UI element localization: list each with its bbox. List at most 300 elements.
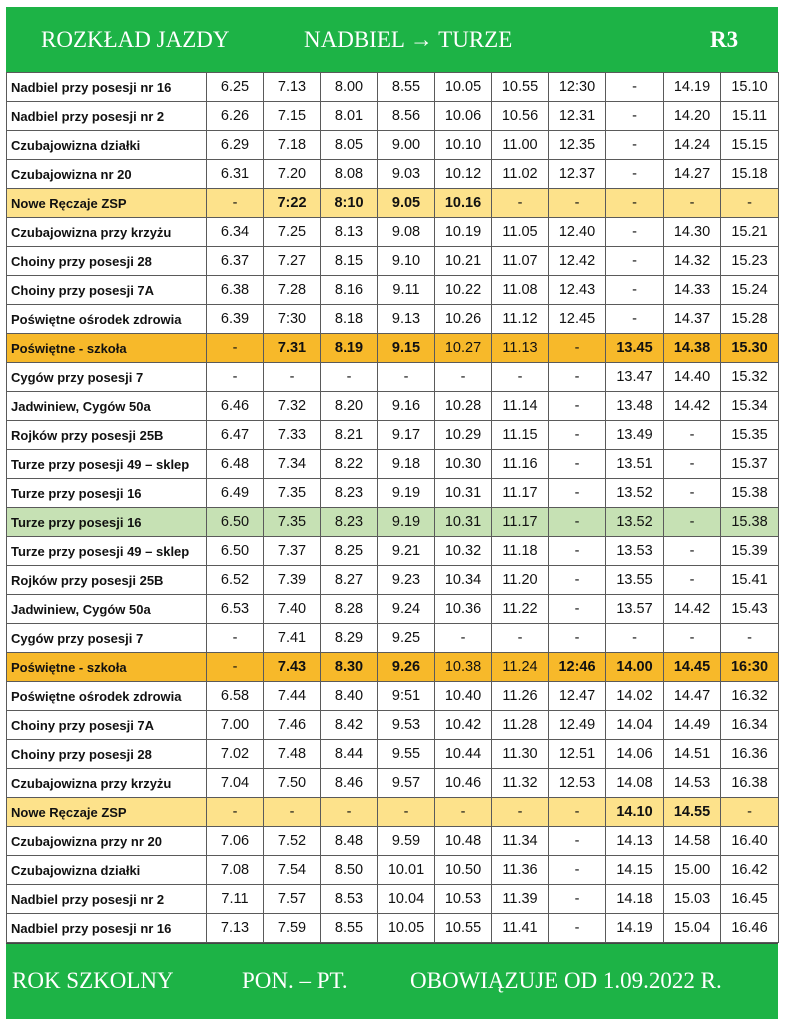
departure-time: 8.18: [321, 305, 378, 334]
stop-name: Choiny przy posesji 7A: [7, 276, 207, 305]
timetable-row: [7, 218, 779, 247]
departure-time: 12.37: [549, 160, 606, 189]
departure-time: 8.28: [321, 595, 378, 624]
departure-time: 11.34: [492, 827, 549, 856]
departure-time: -: [492, 363, 549, 392]
stop-name: Turze przy posesji 16: [7, 508, 207, 537]
departure-time: 9.17: [378, 421, 435, 450]
stop-name: Czubajowizna nr 20: [7, 160, 207, 189]
departure-time: 8:10: [321, 189, 378, 218]
header-banner: [6, 7, 778, 72]
departure-time: 6.39: [207, 305, 264, 334]
departure-time: 12.35: [549, 131, 606, 160]
departure-time: -: [207, 624, 264, 653]
departure-time: 10.44: [435, 740, 492, 769]
departure-time: 10.48: [435, 827, 492, 856]
departure-time: 15.00: [664, 856, 721, 885]
departure-time: 10.56: [492, 102, 549, 131]
departure-time: 11.26: [492, 682, 549, 711]
departure-time: 14.30: [664, 218, 721, 247]
departure-time: -: [721, 189, 779, 218]
departure-time: 14.47: [664, 682, 721, 711]
departure-time: 14.19: [664, 73, 721, 102]
timetable-row: [7, 856, 779, 885]
departure-time: 9.19: [378, 508, 435, 537]
departure-time: 14.00: [606, 653, 664, 682]
departure-time: -: [435, 798, 492, 827]
stop-name: Cygów przy posesji 7: [7, 624, 207, 653]
departure-time: 10.28: [435, 392, 492, 421]
departure-time: 14.42: [664, 392, 721, 421]
stop-name: Rojków przy posesji 25B: [7, 421, 207, 450]
departure-time: 7.06: [207, 827, 264, 856]
departure-time: -: [606, 160, 664, 189]
departure-time: 8.21: [321, 421, 378, 450]
departure-time: 15.11: [721, 102, 779, 131]
departure-time: -: [435, 624, 492, 653]
timetable-row: [7, 131, 779, 160]
departure-time: 10.32: [435, 537, 492, 566]
departure-time: 7.28: [264, 276, 321, 305]
departure-time: 8.55: [378, 73, 435, 102]
departure-time: 9.19: [378, 479, 435, 508]
departure-time: 9.59: [378, 827, 435, 856]
departure-time: -: [606, 305, 664, 334]
departure-time: -: [664, 624, 721, 653]
departure-time: -: [378, 798, 435, 827]
departure-time: 7.20: [264, 160, 321, 189]
departure-time: 10.53: [435, 885, 492, 914]
departure-time: 15.35: [721, 421, 779, 450]
departure-time: 11.02: [492, 160, 549, 189]
departure-time: 11.16: [492, 450, 549, 479]
stop-name: Nowe Ręczaje ZSP: [7, 189, 207, 218]
departure-time: 12.31: [549, 102, 606, 131]
departure-time: 6.25: [207, 73, 264, 102]
departure-time: 8.30: [321, 653, 378, 682]
departure-time: 8.16: [321, 276, 378, 305]
departure-time: 6.48: [207, 450, 264, 479]
timetable-row: [7, 363, 779, 392]
departure-time: 12.43: [549, 276, 606, 305]
departure-time: 16.36: [721, 740, 779, 769]
departure-time: 11.22: [492, 595, 549, 624]
departure-time: 6.53: [207, 595, 264, 624]
departure-time: -: [549, 798, 606, 827]
departure-time: 7.35: [264, 508, 321, 537]
departure-time: -: [207, 363, 264, 392]
departure-time: -: [549, 885, 606, 914]
departure-time: 8.22: [321, 450, 378, 479]
departure-time: -: [606, 276, 664, 305]
departure-time: 13.52: [606, 479, 664, 508]
departure-time: -: [549, 421, 606, 450]
departure-time: 8.27: [321, 566, 378, 595]
departure-time: 7.18: [264, 131, 321, 160]
timetable-row: [7, 885, 779, 914]
departure-time: 14.20: [664, 102, 721, 131]
departure-time: 7.08: [207, 856, 264, 885]
departure-time: -: [664, 508, 721, 537]
departure-time: 9.21: [378, 537, 435, 566]
timetable-row: [7, 102, 779, 131]
departure-time: 8.23: [321, 479, 378, 508]
stop-name: Jadwiniew, Cygów 50a: [7, 595, 207, 624]
departure-time: 13.52: [606, 508, 664, 537]
departure-time: 9.03: [378, 160, 435, 189]
departure-time: 9.05: [378, 189, 435, 218]
timetable-row: [7, 450, 779, 479]
departure-time: 15.10: [721, 73, 779, 102]
timetable-row: [7, 479, 779, 508]
departure-time: 14.42: [664, 595, 721, 624]
departure-time: 6.47: [207, 421, 264, 450]
departure-time: 7.27: [264, 247, 321, 276]
departure-time: 6.29: [207, 131, 264, 160]
departure-time: 14.18: [606, 885, 664, 914]
departure-time: 11.15: [492, 421, 549, 450]
departure-time: 11.17: [492, 479, 549, 508]
departure-time: 10.19: [435, 218, 492, 247]
stop-name: Nowe Ręczaje ZSP: [7, 798, 207, 827]
timetable-row: [7, 566, 779, 595]
departure-time: -: [606, 102, 664, 131]
departure-time: 7.39: [264, 566, 321, 595]
stop-name: Nadbiel przy posesji nr 16: [7, 914, 207, 943]
departure-time: 8.13: [321, 218, 378, 247]
departure-time: -: [207, 189, 264, 218]
departure-time: -: [549, 508, 606, 537]
departure-time: 10.01: [378, 856, 435, 885]
departure-time: 6.34: [207, 218, 264, 247]
departure-time: 11.07: [492, 247, 549, 276]
departure-time: 8.44: [321, 740, 378, 769]
departure-time: -: [664, 537, 721, 566]
departure-time: 15.24: [721, 276, 779, 305]
departure-time: 8.53: [321, 885, 378, 914]
departure-time: 10.04: [378, 885, 435, 914]
timetable-body: [7, 73, 779, 943]
departure-time: 16.42: [721, 856, 779, 885]
departure-time: 13.57: [606, 595, 664, 624]
departure-time: 9.15: [378, 334, 435, 363]
departure-time: 15.28: [721, 305, 779, 334]
departure-time: 13.55: [606, 566, 664, 595]
stop-name: Turze przy posesji 16: [7, 479, 207, 508]
departure-time: 14.33: [664, 276, 721, 305]
departure-time: 14.04: [606, 711, 664, 740]
timetable-page: [6, 7, 778, 1016]
departure-time: 15.03: [664, 885, 721, 914]
departure-time: 7.35: [264, 479, 321, 508]
footer-school-year: ROK SZKOLNY: [12, 968, 174, 993]
departure-time: -: [207, 798, 264, 827]
departure-time: 10.10: [435, 131, 492, 160]
timetable-row: [7, 508, 779, 537]
departure-time: 16.32: [721, 682, 779, 711]
departure-time: 10.34: [435, 566, 492, 595]
departure-time: -: [606, 189, 664, 218]
departure-time: 10.21: [435, 247, 492, 276]
departure-time: 15.23: [721, 247, 779, 276]
departure-time: 10.36: [435, 595, 492, 624]
stop-name: Turze przy posesji 49 – sklep: [7, 537, 207, 566]
departure-time: 11.39: [492, 885, 549, 914]
departure-time: -: [549, 856, 606, 885]
departure-time: -: [549, 624, 606, 653]
departure-time: 7.34: [264, 450, 321, 479]
departure-time: -: [207, 653, 264, 682]
departure-time: 7.57: [264, 885, 321, 914]
stop-name: Czubajowizna przy krzyżu: [7, 218, 207, 247]
departure-time: 8.25: [321, 537, 378, 566]
departure-time: 14.08: [606, 769, 664, 798]
departure-time: 8.40: [321, 682, 378, 711]
departure-time: 15.30: [721, 334, 779, 363]
stop-name: Jadwiniew, Cygów 50a: [7, 392, 207, 421]
departure-time: -: [606, 624, 664, 653]
departure-time: -: [664, 450, 721, 479]
departure-time: 8.56: [378, 102, 435, 131]
departure-time: -: [606, 131, 664, 160]
departure-time: 9.23: [378, 566, 435, 595]
timetable-row: [7, 798, 779, 827]
departure-time: 9.55: [378, 740, 435, 769]
timetable: [6, 72, 779, 943]
departure-time: 15.38: [721, 508, 779, 537]
departure-time: -: [549, 595, 606, 624]
departure-time: 8.55: [321, 914, 378, 943]
departure-time: 15.39: [721, 537, 779, 566]
departure-time: 11.08: [492, 276, 549, 305]
stop-name: Czubajowizna przy nr 20: [7, 827, 207, 856]
departure-time: 15.38: [721, 479, 779, 508]
timetable-row: [7, 653, 779, 682]
departure-time: -: [721, 798, 779, 827]
stop-name: Nadbiel przy posesji nr 2: [7, 885, 207, 914]
departure-time: 10.22: [435, 276, 492, 305]
stop-name: Poświętne ośrodek zdrowia: [7, 305, 207, 334]
departure-time: 15.18: [721, 160, 779, 189]
departure-time: 6.50: [207, 508, 264, 537]
departure-time: 10.46: [435, 769, 492, 798]
departure-time: 14.13: [606, 827, 664, 856]
departure-time: 16:30: [721, 653, 779, 682]
footer-banner: [6, 943, 778, 1019]
departure-time: 12.51: [549, 740, 606, 769]
departure-time: 7.04: [207, 769, 264, 798]
timetable-row: [7, 160, 779, 189]
departure-time: 14.32: [664, 247, 721, 276]
departure-time: 7.48: [264, 740, 321, 769]
departure-time: 14.02: [606, 682, 664, 711]
stop-name: Poświętne - szkoła: [7, 653, 207, 682]
departure-time: 10.29: [435, 421, 492, 450]
timetable-row: [7, 537, 779, 566]
departure-time: 11.30: [492, 740, 549, 769]
departure-time: 7.11: [207, 885, 264, 914]
departure-time: 6.26: [207, 102, 264, 131]
departure-time: 15.37: [721, 450, 779, 479]
departure-time: 14.58: [664, 827, 721, 856]
departure-time: 7.25: [264, 218, 321, 247]
departure-time: 7.13: [264, 73, 321, 102]
departure-time: 9.08: [378, 218, 435, 247]
timetable-row: [7, 392, 779, 421]
departure-time: 16.45: [721, 885, 779, 914]
departure-time: 10.42: [435, 711, 492, 740]
departure-time: 12.40: [549, 218, 606, 247]
departure-time: 14.06: [606, 740, 664, 769]
departure-time: 13.53: [606, 537, 664, 566]
departure-time: -: [549, 450, 606, 479]
departure-time: 14.55: [664, 798, 721, 827]
departure-time: 12.42: [549, 247, 606, 276]
departure-time: 10.31: [435, 508, 492, 537]
departure-time: 7.59: [264, 914, 321, 943]
departure-time: 9.53: [378, 711, 435, 740]
departure-time: 11.12: [492, 305, 549, 334]
stop-name: Czubajowizna przy krzyżu: [7, 769, 207, 798]
departure-time: 15.41: [721, 566, 779, 595]
departure-time: 8.08: [321, 160, 378, 189]
timetable-row: [7, 740, 779, 769]
departure-time: 14.53: [664, 769, 721, 798]
header-line: R3: [710, 27, 739, 52]
departure-time: 7.02: [207, 740, 264, 769]
departure-time: 7.43: [264, 653, 321, 682]
timetable-row: [7, 421, 779, 450]
departure-time: -: [264, 798, 321, 827]
departure-time: 14.49: [664, 711, 721, 740]
departure-time: 12:30: [549, 73, 606, 102]
departure-time: 14.10: [606, 798, 664, 827]
departure-time: 16.34: [721, 711, 779, 740]
departure-time: 6.58: [207, 682, 264, 711]
departure-time: 14.19: [606, 914, 664, 943]
departure-time: 7:30: [264, 305, 321, 334]
stop-name: Czubajowizna działki: [7, 131, 207, 160]
departure-time: -: [549, 914, 606, 943]
departure-time: -: [549, 827, 606, 856]
departure-time: 8.48: [321, 827, 378, 856]
timetable-row: [7, 73, 779, 102]
departure-time: 14.45: [664, 653, 721, 682]
timetable-row: [7, 334, 779, 363]
header-title: ROZKŁAD JAZDY: [41, 27, 230, 52]
departure-time: 14.38: [664, 334, 721, 363]
departure-time: -: [606, 247, 664, 276]
departure-time: -: [721, 624, 779, 653]
departure-time: 6.37: [207, 247, 264, 276]
departure-time: 7.32: [264, 392, 321, 421]
departure-time: 9.00: [378, 131, 435, 160]
departure-time: 11.05: [492, 218, 549, 247]
stop-name: Czubajowizna działki: [7, 856, 207, 885]
departure-time: 11.36: [492, 856, 549, 885]
stop-name: Choiny przy posesji 7A: [7, 711, 207, 740]
departure-time: 11.17: [492, 508, 549, 537]
departure-time: 7:22: [264, 189, 321, 218]
stop-name: Choiny przy posesji 28: [7, 740, 207, 769]
departure-time: -: [378, 363, 435, 392]
departure-time: 8.15: [321, 247, 378, 276]
departure-time: 10.26: [435, 305, 492, 334]
departure-time: 10.40: [435, 682, 492, 711]
departure-time: 9.57: [378, 769, 435, 798]
departure-time: 7.15: [264, 102, 321, 131]
departure-time: -: [606, 73, 664, 102]
departure-time: 10.05: [378, 914, 435, 943]
departure-time: 7.44: [264, 682, 321, 711]
departure-time: -: [549, 334, 606, 363]
departure-time: -: [207, 334, 264, 363]
stop-name: Turze przy posesji 49 – sklep: [7, 450, 207, 479]
departure-time: 16.46: [721, 914, 779, 943]
departure-time: 10.06: [435, 102, 492, 131]
departure-time: -: [435, 363, 492, 392]
stop-name: Nadbiel przy posesji nr 2: [7, 102, 207, 131]
timetable-row: [7, 624, 779, 653]
departure-time: 11.18: [492, 537, 549, 566]
departure-time: 11.13: [492, 334, 549, 363]
departure-time: 15.34: [721, 392, 779, 421]
departure-time: -: [664, 189, 721, 218]
timetable-row: [7, 595, 779, 624]
departure-time: 7.46: [264, 711, 321, 740]
timetable-row: [7, 247, 779, 276]
departure-time: 10.30: [435, 450, 492, 479]
stop-name: Nadbiel przy posesji nr 16: [7, 73, 207, 102]
departure-time: 15.21: [721, 218, 779, 247]
departure-time: 15.43: [721, 595, 779, 624]
departure-time: 14.27: [664, 160, 721, 189]
departure-time: 11.14: [492, 392, 549, 421]
departure-time: 10.16: [435, 189, 492, 218]
departure-time: 11.41: [492, 914, 549, 943]
departure-time: 7.31: [264, 334, 321, 363]
timetable-row: [7, 827, 779, 856]
departure-time: 9.26: [378, 653, 435, 682]
departure-time: -: [264, 363, 321, 392]
timetable-row: [7, 711, 779, 740]
departure-time: -: [492, 798, 549, 827]
departure-time: -: [321, 798, 378, 827]
departure-time: 7.33: [264, 421, 321, 450]
departure-time: 14.51: [664, 740, 721, 769]
departure-time: 13.48: [606, 392, 664, 421]
departure-time: 12.47: [549, 682, 606, 711]
timetable-row: [7, 682, 779, 711]
departure-time: 15.15: [721, 131, 779, 160]
departure-time: 13.45: [606, 334, 664, 363]
departure-time: 7.37: [264, 537, 321, 566]
departure-time: -: [321, 363, 378, 392]
header-route: NADBIEL → TURZE: [304, 27, 513, 52]
departure-time: 10.05: [435, 73, 492, 102]
departure-time: 15.32: [721, 363, 779, 392]
departure-time: 6.46: [207, 392, 264, 421]
departure-time: -: [492, 624, 549, 653]
departure-time: 12.49: [549, 711, 606, 740]
departure-time: -: [549, 189, 606, 218]
departure-time: 11.00: [492, 131, 549, 160]
departure-time: 9.10: [378, 247, 435, 276]
departure-time: 6.49: [207, 479, 264, 508]
departure-time: 6.50: [207, 537, 264, 566]
departure-time: 14.24: [664, 131, 721, 160]
departure-time: -: [606, 218, 664, 247]
